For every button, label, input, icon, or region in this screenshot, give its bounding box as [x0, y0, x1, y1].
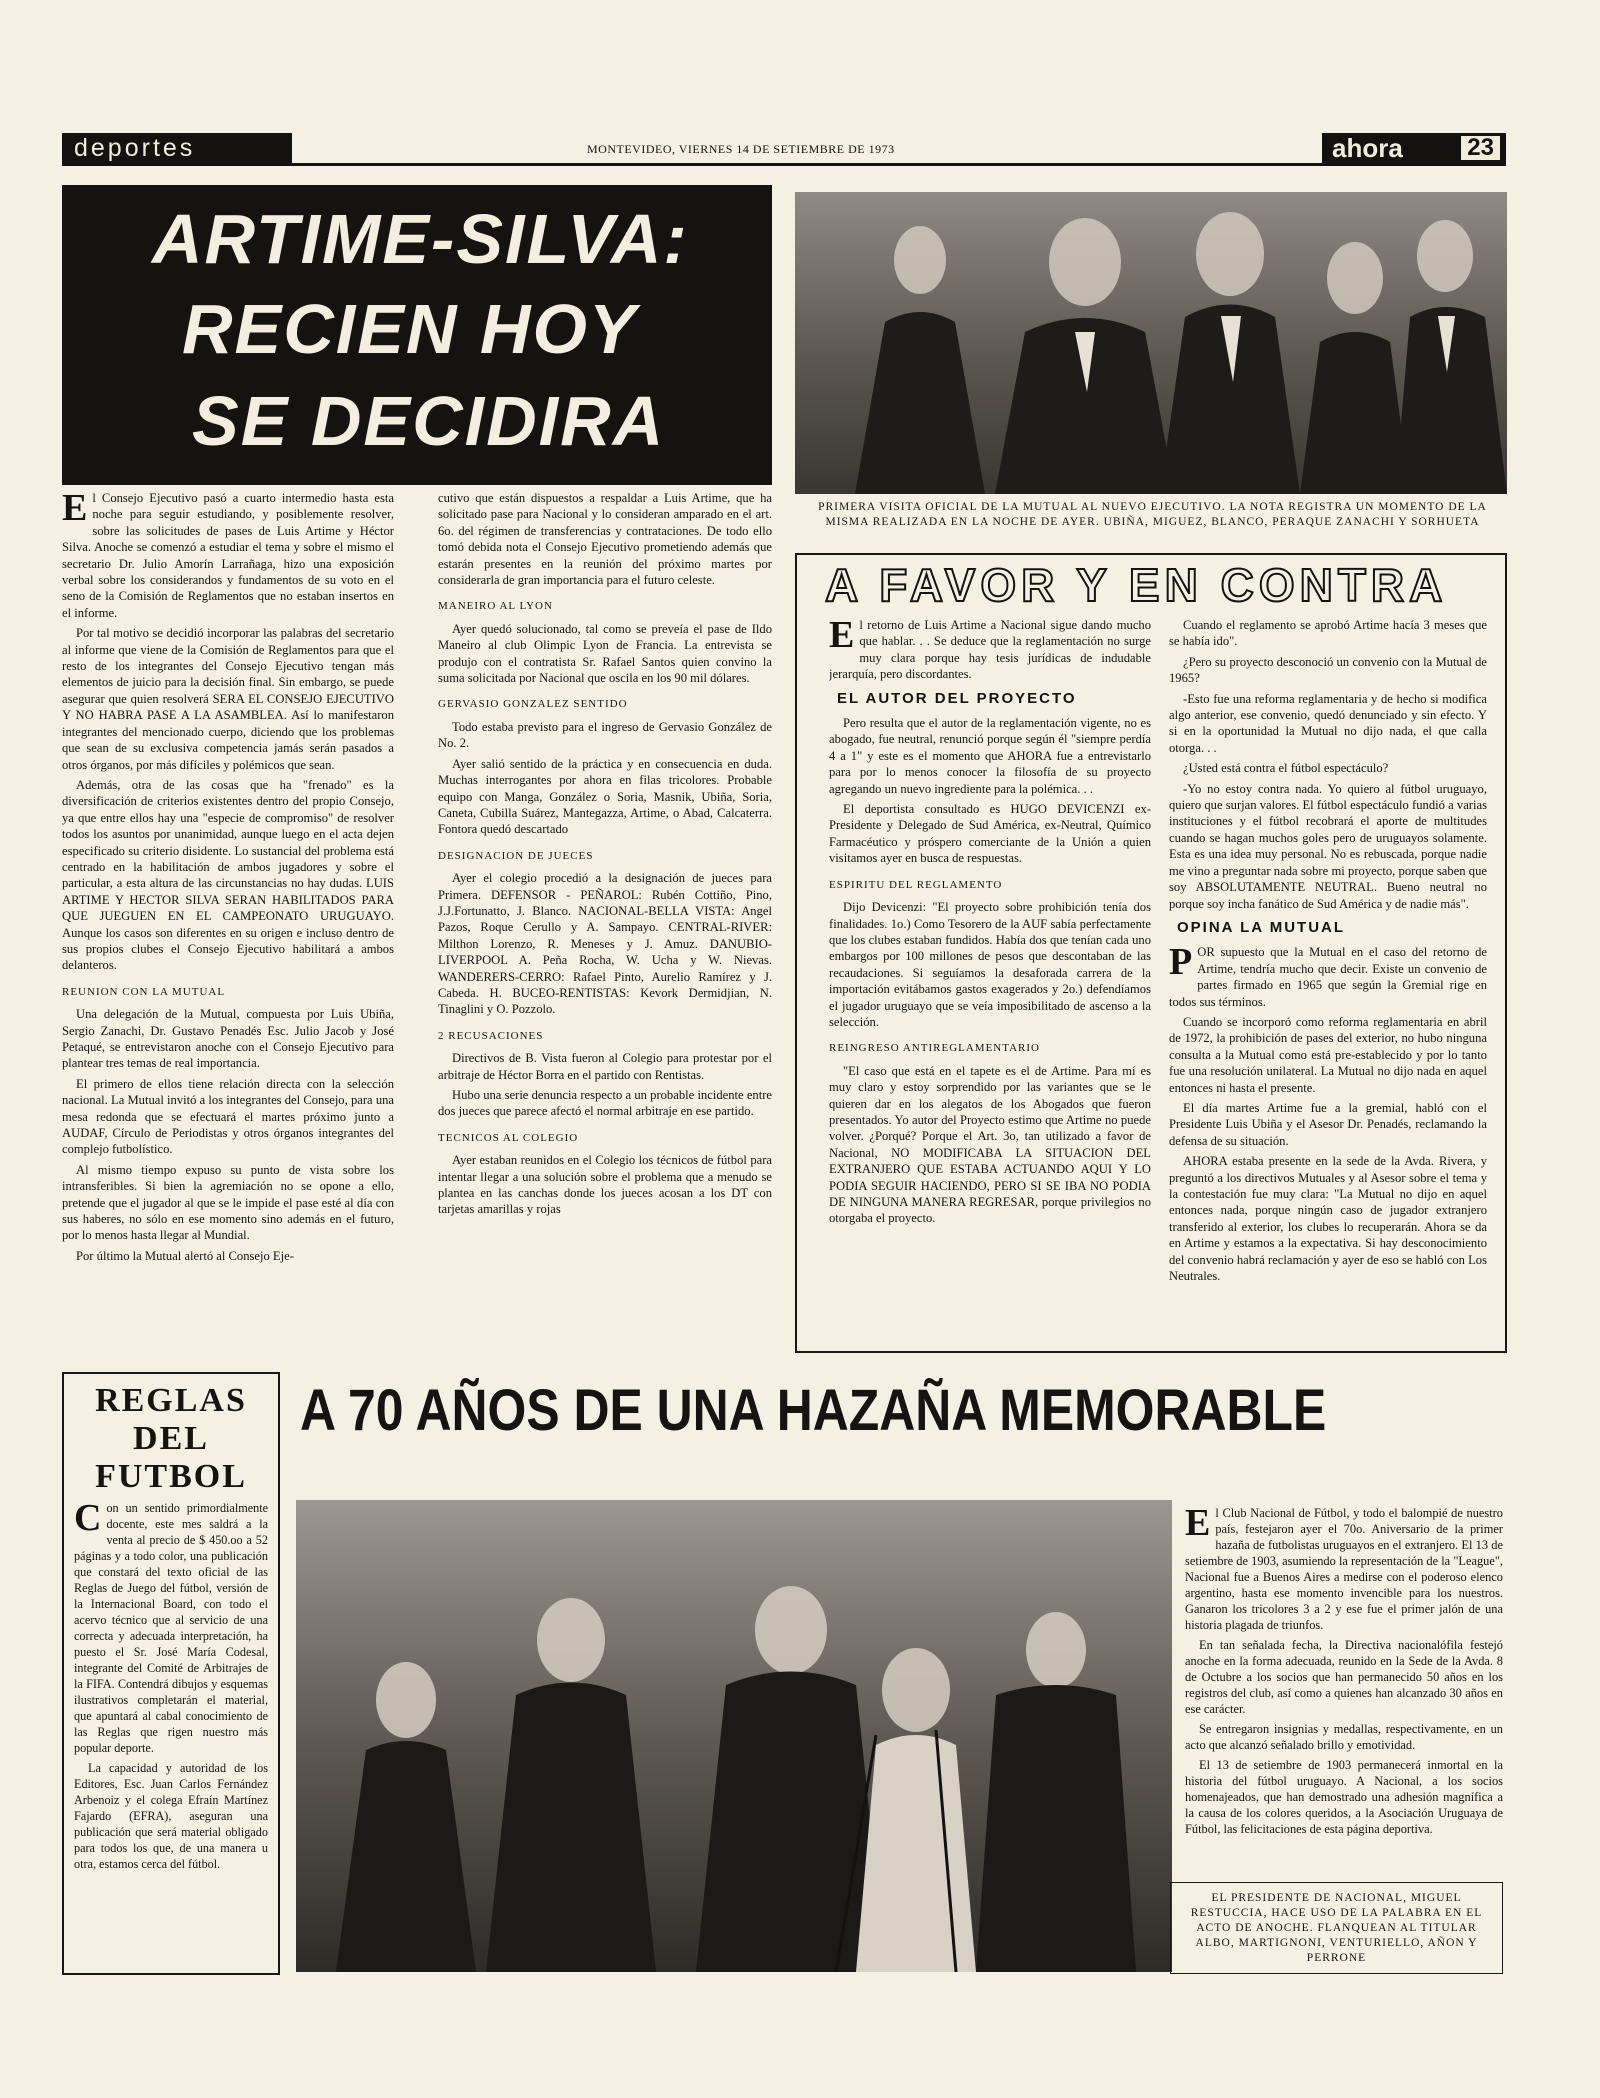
favor-intro: El retorno de Luis Artime a Nacional sigue dando mucho que hablar. . . Se deduce que la reglamentación no surge muy clara porque hay tesis jurídicas de indudable jerarquía, pero discordantes. — [829, 617, 1151, 682]
main-story-col-1 — [62, 490, 394, 1420]
col2-paragraph-1: cutivo que están dispuestos a respaldar a Luis Artime, que ha solicitado pase para Nacional y lo consideran amparado en el art. 6o. del régimen de transferencias y contrataciones. De todo ello tomó debida nota el Consejo Ejecutivo prometiendo además que estarán presentes en la reunión del próximo martes por considerarla de gran importancia para el futuro celeste. — [438, 491, 772, 588]
main-paragraph-2: Por tal motivo se decidió incorporar las palabras del secretario al informe que viene de la Comisión de Reglamentos para que el resto de los integrantes del Consejo Ejecutivo tengan más elementos de juicio para la decisión final. Sin embargo, se puede asegurar que quien resolverá SERA EL CONSEJO EJECUTIVO Y NO HABRA PASE A LA ASAMBLEA. Así lo manifestaron integrantes del mencionado cuerpo, diciendo que los problemas que sean de su exclusiva competencia jamás serán pasados a otros órganos, por más difíciles y polémicos que sean. — [62, 626, 394, 772]
reunion-paragraph-3: Al mismo tiempo expuso su punto de vista sobre los intransferibles. Si bien la agremiación no se opone a ello, pretende que el jugador al que se le impide el pase esté al día con sus haberes, no sólo en ese momento sino además en el futuro, por lo menos hasta llegar al Mundial. — [62, 1162, 394, 1243]
main-story-col-2 — [438, 490, 772, 1420]
hazana-paragraph-3: Se entregaron insignias y medallas, respectivamente, en un acto que alcanzó señalado brillo y emotividad. — [1185, 1722, 1503, 1752]
favor-col2-paragraph-5: -Yo no estoy contra nada. Yo quiero al fútbol uruguayo, quiero que surjan valores. El fútbol espectáculo fundió a varias instituciones y el fútbol recobrará el aporte de multitudes cuando se hagan muchos goles pero de uruguayos solamente. Esta es una idea muy personal. No es rebuscada, porque nadie me vino a preguntar nada sobre mi proyecto, porque saben que soy ABSOLUTAMENTE NEUTRAL. Bueno neutral no porque soy inchа fanático de Sud América y de nadie más". — [1169, 781, 1487, 911]
main-headline-box — [62, 185, 772, 485]
recusaciones-paragraph-2: Hubo una serie denuncia respecto a un probable incidente entre dos jueces que parece afectó el normal arbitraje en ese partido. — [438, 1088, 772, 1119]
dateline: MONTEVIDEO, VIERNES 14 DE SETIEMBRE DE 1973 — [587, 142, 895, 156]
espiritu-paragraph: Dijo Devicenzi: "El proyecto sobre prohibición tenía dos finalidades. 1o.) Como Tesorero de la AUF sabía perfectamente que los clubes estaban fundidos. Había dos que tenían cada uno embargos por 100 millones de pesos que descontaban de las recaudaciones. Si seguíamos la desaforada carrera de la importación evitábamos gastos exagerados y 2o.) defendíamos el jugador uruguayo que se veía imposibilitado de ascenso a la selección. — [829, 900, 1151, 1029]
reglas-paragraph-1: Con un sentido primordialmente docente, este mes saldrá a la venta al precio de $ 450.oo a 52 páginas y a todo color, una publicación que constará del texto oficial de las Reglas de Juego del fútbol, versión de la Internacional Board, con todo el acervo técnico que al servicio de una correcta y adecuada interpretación, ha puesto el Sr. José María Codesal, integrante del Comité de Arbitrajes de la FIFA. Contendrá dibujos y esquemas ilustrativos completarán el material, que apuntará al cabal conocimiento de las Reglas que rigen nuestro más popular deporte. — [74, 1497, 268, 1755]
top-photo-caption: PRIMERA VISITA OFICIAL DE LA MUTUAL AL NUEVO EJECUTIVO. LA NOTA REGISTRA UN MOMENTO DE LA MISMA REALIZADA EN LA NOCHE DE AYER. UBIÑA, MIGUEZ, BLANCO, PERAQUE ZANACHI Y SORHUETA — [818, 501, 1487, 528]
hazana-paragraph-2: En tan señalada fecha, la Directiva nacionalófila festejó anoche en la forma adecuada, reunido en la Sede de la Avda. 8 de Octubre a los socios que han permanecido 50 años en los registros del club, así como a quienes han alcanzado 30 años en ese carácter. — [1185, 1638, 1503, 1716]
reingreso-paragraph: "El caso que está en el tapete es el de Artime. Para mí es muy claro y estoy sorprendido por las variantes que se le quieren dar en los alegatos de los Abogados que fueron presentados. Yo autor del Proyecto estimo que Artime no puede volver. ¿Porqué? Porque el Art. 3o, tan utilizado a favor de Nacional, NO MODIFICABA LA SITUACION DEL EXTRANJERO QUE ESTABA ACTUANDO AQUI Y LO PODIA SEGUIR HACIENDO, PERO SI SE IBA NO PODIA DE NINGUNA MANERA REGRESAR, porque privilegios no otorgaba el proyecto. — [829, 1063, 1151, 1226]
mutual-paragraph-4: AHORA estaba presente en la sede de la Avda. Rivera, y preguntó a los directivos Mutuales y al Asesor sobre el tema y la contestación fue muy clara: "La Mutual no dijo en aquel entonces nada, porque ningún caso de jugador extranjero transferido al exterior, los clubes lo recuperarán. Ahora se da en Artime y estamos a la expectativa. Si hay desconocimiento del convenio habrá reclamación y ayer de eso se habló con Los Neutrales. — [1169, 1154, 1487, 1284]
page-number: 23 — [1461, 136, 1500, 160]
reunion-paragraph-1: Una delegación de la Mutual, compuesta por Luis Ubiña, Sergio Zanachi, Dr. Gustavo Penadés Esc. Julio Jacob y José Petaqué, se entrevistaron anoche con el Consejo Ejecutivo para plantear tres temas de real importancia. — [62, 1007, 394, 1071]
paper-name: ahora — [1332, 133, 1403, 163]
top-photo-figures — [795, 192, 1507, 494]
subhead-jueces: DESIGNACION DE JUECES — [438, 849, 594, 862]
autor-paragraph-2: El deportista consultado es HUGO DEVICENZI ex-Presidente y Delegado de Sud América, ex-Neutral, Químico Farmacéutico y próspero comerciante de la Unión a quien visitamos ayer en busca de respuestas. — [829, 802, 1151, 866]
maneiro-paragraph: Ayer quedó solucionado, tal como se preveía el pase de Ildo Maneiro al club Olimpic Lyon de Francia. La entrevista se produjo con el contratista Sr. Rafael Santos quien convino la suma solicitada por Nacional que oscila en los 90 mil dólares. — [438, 621, 772, 686]
favor-contra-title: A FAVOR Y EN CONTRA — [825, 559, 1448, 611]
main-paragraph-3: Además, otra de las cosas que ha "frenado" es la diversificación de criterios existentes dentro del propio Consejo, ya que entre ellos hay una "especie de compromiso" de resolver todos los asuntos por unanimidad, aunque luego en el acta dejen especificado su criterio disidente. Lo sustancial del problema está centrado en la habilitación de ambos jugadores y sobre el particular, a esta altura de las circunstancias no hay dudas. LUIS ARTIME Y HECTOR SILVA SERAN HABILITADOS PARA QUE JUEGUEN EN EL CAMPEONATO URUGUAYO. Aunque los casos son diferentes en su origen e incluso dentro de sus propios clubes el Consejo Ejecutivo habilitará a ambos delanteros. — [62, 777, 394, 973]
subhead-tecnicos: TECNICOS AL COLEGIO — [438, 1131, 579, 1144]
tecnicos-paragraph: Ayer estaban reunidos en el Colegio los técnicos de fútbol para intentar llegar a una solución sobre el problema que a menudo se plantea en las canchas donde los jueces acosan a los DT con tarjetas amarillas y rojas — [438, 1153, 772, 1217]
favor-col2-paragraph-2: ¿Pero su proyecto desconoció un convenio con la Mutual de 1965? — [1169, 654, 1487, 686]
favor-contra-col-1 — [829, 617, 1151, 1347]
subhead-reunion: REUNION CON LA MUTUAL — [62, 985, 226, 998]
headline-line-3: SE DECIDIRA — [192, 382, 666, 460]
reglas-paragraph-2: La capacidad y autoridad de los Editores, Esc. Juan Carlos Fernández Arbenoiz y el colega Efraín Martínez Fajardo (EFRA), aseguran una publicación que será material obligado para todos los que, de una manera u otra, estamos cerca del fútbol. — [74, 1761, 268, 1871]
reglas-box — [62, 1372, 280, 1975]
subhead-mutual: OPINA LA MUTUAL — [1177, 918, 1346, 936]
gervasio-paragraph-1: Todo estaba previsto para el ingreso de Gervasio González de No. 2. — [438, 719, 772, 751]
reunion-paragraph-2: El primero de ellos tiene relación directa con la selección nacional. La Mutual invitó a los integrantes del Consejo, para una mesa redonda que se efectuará el martes próximo junto a AUDAF, Círculo de Periodistas y otros órganos integrantes del complejo futbolístico. — [62, 1076, 394, 1157]
favor-contra-box — [795, 553, 1507, 1353]
subhead-reingreso: REINGRESO ANTIREGLAMENTARIO — [829, 1042, 1040, 1055]
paper-logo — [1322, 133, 1506, 163]
reglas-title-1: REGLAS — [95, 1382, 247, 1419]
hazana-text — [1185, 1505, 1503, 1875]
main-paragraph-1: El Consejo Ejecutivo pasó a cuarto intermedio hasta esta noche para seguir estudiando, y posiblemente resolver, sobre las solicitudes de pases de Luis Artime y Héctor Silva. Anoche se comenzó a estudiar el tema y sobre el mismo el secretario Dr. Julio Amorín Larrañaga, hizo una exposición verbal sobre los considerandos y fundamentos de su voto en el seno de la Comisión de Reglamentos que no estaban insertos en el informe. — [62, 490, 394, 620]
subhead-gervasio: GERVASIO GONZALEZ SENTIDO — [438, 698, 628, 711]
mutual-paragraph-1: POR supuesto que la Mutual en el caso del retorno de Artime, tendría mucho que decir. Existe un convenio de partes firmado en 1965 que según la Gremial rige en todos sus términos. — [1169, 941, 1487, 1009]
favor-col2-paragraph-3: -Esto fue una reforma reglamentaria y de hecho si modifica algo anterior, ese convenio, quedó denunciado y sin efecto. Y si en la oportunidad la Mutual no dijo nada, el que calla otorga. . . — [1169, 691, 1487, 755]
headline-line-1: ARTIME-SILVA: — [152, 200, 689, 278]
hazana-photo-figures — [296, 1500, 1172, 1972]
hazana-photo — [296, 1500, 1172, 1972]
gervasio-paragraph-2: Ayer salió sentido de la práctica y en consecuencia en duda. Muchas interrogantes por ahora en filas tricolores. Probable equipo con Manga, González o Soria, Masnik, Ubiña, Soria, Caneta, Cubilla Suárez, Mantegazza, Artime, o Abad, Calcaterra. Fontora quedó descartado — [438, 756, 772, 837]
hazana-headline: A 70 AÑOS DE UNA HAZAÑA MEMORABLE — [300, 1378, 1327, 1443]
reunion-paragraph-4: Por último la Mutual alertó al Consejo Eje- — [76, 1248, 294, 1263]
subhead-recusaciones: 2 RECUSACIONES — [438, 1029, 544, 1042]
section-label: deportes — [62, 133, 292, 163]
favor-col2-paragraph-4: ¿Usted está contra el fútbol espectáculo? — [1183, 761, 1389, 776]
headline-line-2: RECIEN HOY — [182, 290, 638, 368]
masthead-rule — [62, 163, 1506, 166]
favor-col2-paragraph-1: Cuando el reglamento se aprobó Artime hacía 3 meses que se había ido". — [1169, 618, 1487, 649]
subhead-maneiro: MANEIRO AL LYON — [438, 600, 553, 613]
mutual-paragraph-3: El día martes Artime fue a la gremial, habló con el Presidente Luis Ubiña y el Asesor Dr. Penadés, reclamando la defensa de su situación. — [1169, 1100, 1487, 1148]
hazana-paragraph-4: El 13 de setiembre de 1903 permanecerá inmortal en la historia del fútbol uruguayo. A Nacional, a los socios homenajeados, que han demostrado una adhesión magnífica a la causa de los colores queridos, a la Asociación Uruguaya de Fútbol, las felicitaciones de esta página deportiva. — [1185, 1758, 1503, 1836]
reglas-title-2: DEL — [133, 1420, 209, 1457]
favor-contra-col-2 — [1169, 617, 1487, 1347]
hazana-caption: EL PRESIDENTE DE NACIONAL, MIGUEL RESTUCCIA, HACE USO DE LA PALABRA EN EL ACTO DE ANOCHE. FLANQUEAN AL TITULAR ALBO, MARTIGNONI, VENTURIELLO, AÑON Y PERRONE — [1170, 1882, 1503, 1974]
subhead-espiritu: ESPIRITU DEL REGLAMENTO — [829, 878, 1003, 891]
recusaciones-paragraph-1: Directivos de B. Vista fueron al Colegio para protestar por el arbitraje de Héctor Borra en el partido con Rentistas. — [438, 1051, 772, 1082]
mutual-paragraph-2: Cuando se incorporó como reforma reglamentaria en abril de 1972, la prohibición de pases del exterior, no hubo ninguna consulta a la Mutual como está pre-establecido y por lo tanto fue una resolución unilateral. La Mutual no dijo nada en aquel entonces ni hasta el presente. — [1169, 1014, 1487, 1095]
hazana-paragraph-1: El Club Nacional de Fútbol, y todo el balompié de nuestro país, festejaron ayer el 70o. Aniversario de la primer hazaña de futbolistas uruguayos en el extranjero. El 13 de setiembre de 1903, asumiendo la representación de la "League", Nacional fue a Buenos Aires a medirse con el poderoso elenco argentino, hasta ese momento invencible para los nuestros. Ganaron los tricolores 3 a 2 y ese fue el primer jalón de una historia plagada de triunfos. — [1185, 1505, 1503, 1632]
reglas-title-3: FUTBOL — [95, 1458, 247, 1495]
autor-paragraph-1: Pero resulta que el autor de la reglamentación vigente, no es abogado, fue neutral, renunció porque según él "siempre perdía 4 a 1" y este es el momento que AHORA fue a entrevistarlo para por lo menos conocer la filosofía de su proyecto agregando un nuevo ingrediente para la polémica. . . — [829, 716, 1151, 796]
jueces-paragraph: Ayer el colegio procedió a la designación de jueces para Primera. DEFENSOR - PEÑAROL: Rubén Cottiño, Pino, J.J.Fortunatto, J. Blanco. NACIONAL-BELLA VISTA: Angel Pazos, Roque Cerullo y A. Sampayo. CENTRAL-RIVER: Milthon Lorenzo, R. Meneses y J. Amuz. DANUBIO-LIVERPOOL A. Peña Rocha, W. Ucha y W. Nievas. WANDERERS-CERRO: Rafael Pinto, Aurelio Ramírez y J. Cabeda. H. BUCEO-RENTISTAS: Kevork Dermidjian, N. Tinaglini y O. Pozzolo. — [438, 871, 772, 1017]
top-photo — [795, 192, 1507, 494]
reglas-text — [64, 1496, 278, 1872]
subhead-autor: EL AUTOR DEL PROYECTO — [837, 689, 1077, 707]
masthead — [62, 133, 1506, 163]
